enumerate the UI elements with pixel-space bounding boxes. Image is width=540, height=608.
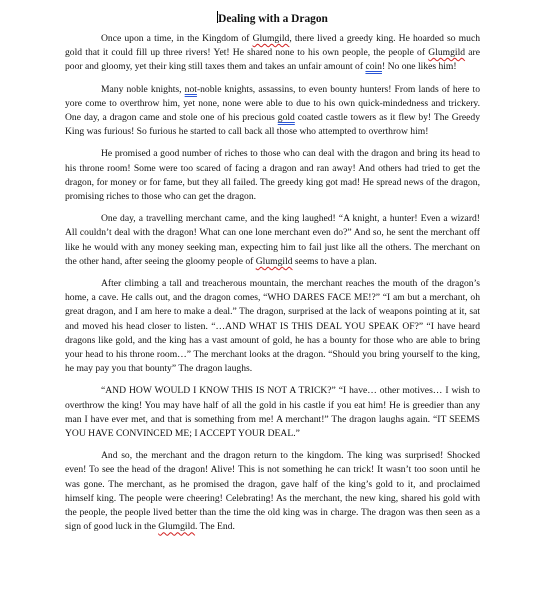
text-run: coated castle towers as it flew by! The Greedy King was furious! So furious he started to call back all those who attempted to overthrow him! xyxy=(65,112,481,138)
paragraph xyxy=(65,83,480,140)
paragraph xyxy=(65,449,480,534)
document-title xyxy=(65,11,480,27)
text-run: One day, a travelling merchant came, and the king laughed! “A knight, a hunter! Even a wizard! All couldn’t deal with the dragon! What can one lone merchant even do?” And so, he sent the merchant off like he would with any money seeking man, expecting him to fail just like all the others. The merchant on the other hand, after seeing the gloomy people of xyxy=(65,213,480,267)
grammar-flag-word: coin xyxy=(365,61,382,73)
text-run: ! No one likes him! xyxy=(381,61,457,73)
paragraph xyxy=(65,277,480,376)
text-run: are poor and gloomy, yet their king still taxes them and takes an unfair amount of xyxy=(65,47,480,73)
paragraph xyxy=(65,32,480,75)
title-text: Dealing with a Dragon xyxy=(218,13,328,25)
text-run: Once upon a time, in the Kingdom of xyxy=(101,33,253,44)
document-body[interactable] xyxy=(65,32,480,535)
text-run: seems to have a plan. xyxy=(292,255,377,267)
text-run: , there lived a greedy king. He hoarded so much gold that it could fill up three rivers! Yet! He shared none to his own people, the people of xyxy=(65,33,480,59)
spelling-flag-word: Glumgild xyxy=(255,255,293,267)
text-run: . The End. xyxy=(195,521,235,533)
spelling-flag-word: Glumgild xyxy=(158,521,196,533)
text-run: Many noble knights, xyxy=(101,83,185,95)
text-run: After climbing a tall and treacherous mountain, the merchant reaches the mouth of the dragon’s home, a cave. He calls out, and the dragon comes, “WHO DARES FACE ME!?” “I am but a merchant, oh great dragon, and I am here to make a deal.” The dragon, surprised at the lack of weapons pointing at it, sat and moved his head closer to listen. “…AND WHAT IS THIS DEAL YOU SPEAK OF?” “I have heard dragons like gold, and the king has a vast amount of gold, he has a bounty for those who are able to bring your head to his throne room…” The merchant looks at the dragon. “Should you bring yourself to the king, he may pay you that bounty” The dragon laughs. xyxy=(65,278,480,375)
text-run: “AND HOW WOULD I KNOW THIS IS NOT A TRICK?” “I have… other motives… I wish to overthrow the king! You may have half of all the gold in his castle if you eat him! He is greedier than any man I have ever met, and that is something from me! A merchant!” The dragon laughs again. “IT SEEMS YOU HAVE CONVINCED ME; I ACCEPT YOUR DEAL.” xyxy=(65,385,480,440)
text-run: He promised a good number of riches to those who can deal with the dragon and bring its head to his throne room! Some were too scared of facing a dragon and ran away! And others had tried to get the dragon, for money or for fame, but they all failed. The greedy king got mad! He spread news of the dragon, promising riches to those who can get the dragon. xyxy=(65,148,480,203)
grammar-flag-word: not xyxy=(184,83,197,95)
text-run: -noble knights, assassins, to even bounty hunters! From lands of here to yore come to overthrow him, yet none, none were able to due to his own quick-mindedness and trickery. One day, a dragon came and stole one of his precious xyxy=(65,83,480,124)
text-run: And so, the merchant and the dragon return to the kingdom. The king was surprised! Shocked even! To see the head of the dragon! Alive! This is not something he can trick! It wasn’t too soon until he was gone. The merchant, as he promised the dragon, gave half of the king’s gold to it, and proclaimed himself king. The people were cheering! Celebrating! As the merchant, the new king, shared his gold with the people, the people lived better than the time the old king was in charge. The dragon was then seen as a sign of good luck in the xyxy=(65,450,480,533)
spelling-flag-word: Glumgild xyxy=(252,33,290,44)
paragraph xyxy=(65,147,480,204)
spelling-flag-word: Glumgild xyxy=(428,47,466,59)
paragraph xyxy=(65,212,480,269)
paragraph xyxy=(65,384,480,441)
grammar-flag-word: gold xyxy=(277,112,295,124)
